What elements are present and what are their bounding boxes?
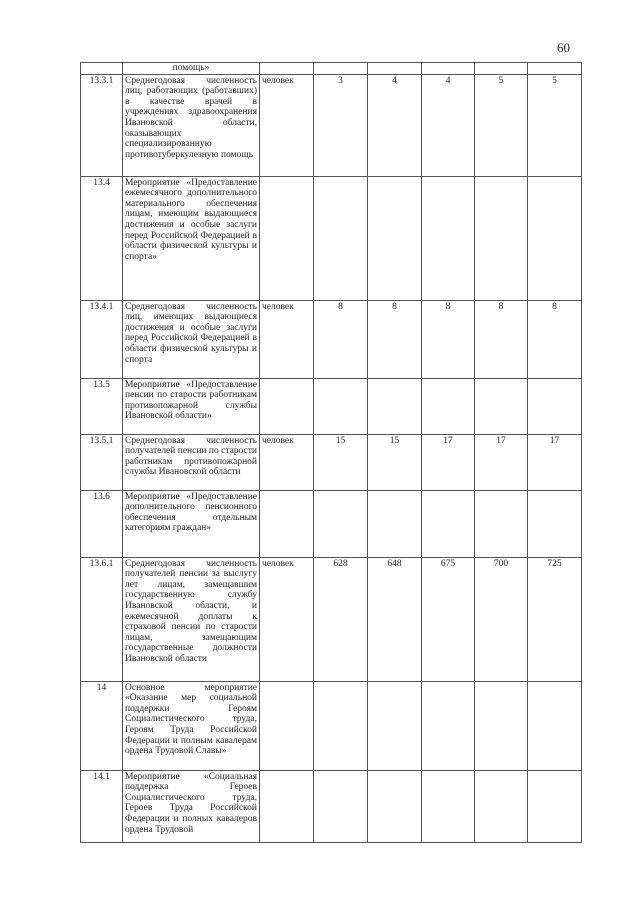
row-description: Среднегодовая численность получателей пенсии по старости работникам противопожарной службы Ивановской области: [123, 434, 260, 490]
row-unit: [260, 378, 314, 434]
row-value-2: [368, 490, 422, 557]
row-value-1: 8: [314, 300, 368, 378]
row-value-5: [528, 378, 582, 434]
table-row: [81, 434, 582, 490]
row-value-2: 4: [368, 74, 422, 176]
row-value-5: 725: [528, 557, 582, 681]
table-row: [81, 770, 582, 842]
row-value-3: [422, 176, 475, 300]
row-value-3: 675: [422, 557, 475, 681]
row-value-4: [475, 63, 528, 75]
row-value-3: [422, 770, 475, 842]
row-value-1: [314, 490, 368, 557]
row-description: Мероприятие «Социальная поддержка Героев Социалистического труда, Героев Труда Российской Федерации и полных кавалеров ордена Трудовой: [123, 770, 260, 842]
row-value-1: 628: [314, 557, 368, 681]
row-value-3: 8: [422, 300, 475, 378]
row-value-3: 4: [422, 74, 475, 176]
row-value-4: [475, 378, 528, 434]
row-value-4: [475, 490, 528, 557]
row-description: Мероприятие «Предоставление дополнительного пенсионного обеспечения отдельным категориям граждан»: [123, 490, 260, 557]
row-value-4: 17: [475, 434, 528, 490]
row-number: 13.3.1: [81, 74, 123, 176]
row-value-2: [368, 378, 422, 434]
row-value-3: [422, 490, 475, 557]
row-number: [81, 63, 123, 75]
row-value-2: 648: [368, 557, 422, 681]
row-unit: человек: [260, 557, 314, 681]
row-value-3: [422, 681, 475, 770]
row-value-5: 17: [528, 434, 582, 490]
row-value-1: 3: [314, 74, 368, 176]
row-description: Основное мероприятие «Оказание мер социальной поддержки Героям Социалистического труда, Героям Труда Российской Федерации и полным кавалерам ордена Трудовой Славы»: [123, 681, 260, 770]
table-row: [81, 176, 582, 300]
table-row: [81, 378, 582, 434]
row-unit: [260, 770, 314, 842]
row-number: 13.4: [81, 176, 123, 300]
row-description: Мероприятие «Предоставление ежемесячного дополнительного материального обеспечения лицам, имеющим выдающиеся достижения и особые заслуги перед Российской Федерацией в области физической культуры и спорта»: [123, 176, 260, 300]
row-value-4: [475, 681, 528, 770]
row-value-2: 15: [368, 434, 422, 490]
row-value-1: [314, 681, 368, 770]
row-unit: [260, 176, 314, 300]
row-value-5: [528, 770, 582, 842]
row-unit: человек: [260, 300, 314, 378]
row-value-4: [475, 770, 528, 842]
table-row: [81, 63, 582, 75]
row-value-5: [528, 490, 582, 557]
row-value-5: 8: [528, 300, 582, 378]
row-unit: [260, 63, 314, 75]
row-number: 14.1: [81, 770, 123, 842]
row-unit: человек: [260, 434, 314, 490]
row-value-2: 8: [368, 300, 422, 378]
row-value-2: [368, 176, 422, 300]
page-number: 60: [557, 40, 570, 55]
row-value-2: [368, 770, 422, 842]
table-row: [81, 681, 582, 770]
row-description: Среднегодовая численность получателей пенсии за выслугу лет лицам, замещавшим государственную службу Ивановской области, и ежемесячной доплаты к страховой пенсии по старости лицам, замещающим государственные должности Ивановской области: [123, 557, 260, 681]
table-row: [81, 557, 582, 681]
row-value-5: [528, 176, 582, 300]
row-value-2: [368, 63, 422, 75]
row-number: 13.5: [81, 378, 123, 434]
row-description: Среднегодовая численность лиц, имеющих выдающиеся достижения и особые заслуги перед Российской Федерацией в области физической культуры и спорта: [123, 300, 260, 378]
row-value-1: [314, 63, 368, 75]
row-value-4: [475, 176, 528, 300]
table-row: [81, 300, 582, 378]
row-value-3: [422, 63, 475, 75]
row-unit: [260, 490, 314, 557]
table-row: [81, 490, 582, 557]
row-number: 13.4.1: [81, 300, 123, 378]
row-value-2: [368, 681, 422, 770]
row-number: 14: [81, 681, 123, 770]
row-value-4: 8: [475, 300, 528, 378]
row-value-1: [314, 378, 368, 434]
row-value-1: [314, 176, 368, 300]
row-value-1: [314, 770, 368, 842]
row-value-4: 700: [475, 557, 528, 681]
row-number: 13.6.1: [81, 557, 123, 681]
row-unit: человек: [260, 74, 314, 176]
row-value-5: [528, 63, 582, 75]
row-value-4: 5: [475, 74, 528, 176]
row-value-5: 5: [528, 74, 582, 176]
row-number: 13.6: [81, 490, 123, 557]
table-row: [81, 74, 582, 176]
row-description: Мероприятие «Предоставление пенсии по старости работникам противопожарной службы Ивановской области»: [123, 378, 260, 434]
row-number: 13.5.1: [81, 434, 123, 490]
row-description: Среднегодовая численность лиц, работающих (работавших) в качестве врачей в учреждениях здравоохранения Ивановской области, оказывающих специализированную противотуберкулезную помощь: [123, 74, 260, 176]
indicators-table: [80, 62, 582, 843]
row-value-1: 15: [314, 434, 368, 490]
row-value-3: [422, 378, 475, 434]
row-value-3: 17: [422, 434, 475, 490]
row-description: помощь»: [123, 63, 260, 75]
row-value-5: [528, 681, 582, 770]
row-unit: [260, 681, 314, 770]
